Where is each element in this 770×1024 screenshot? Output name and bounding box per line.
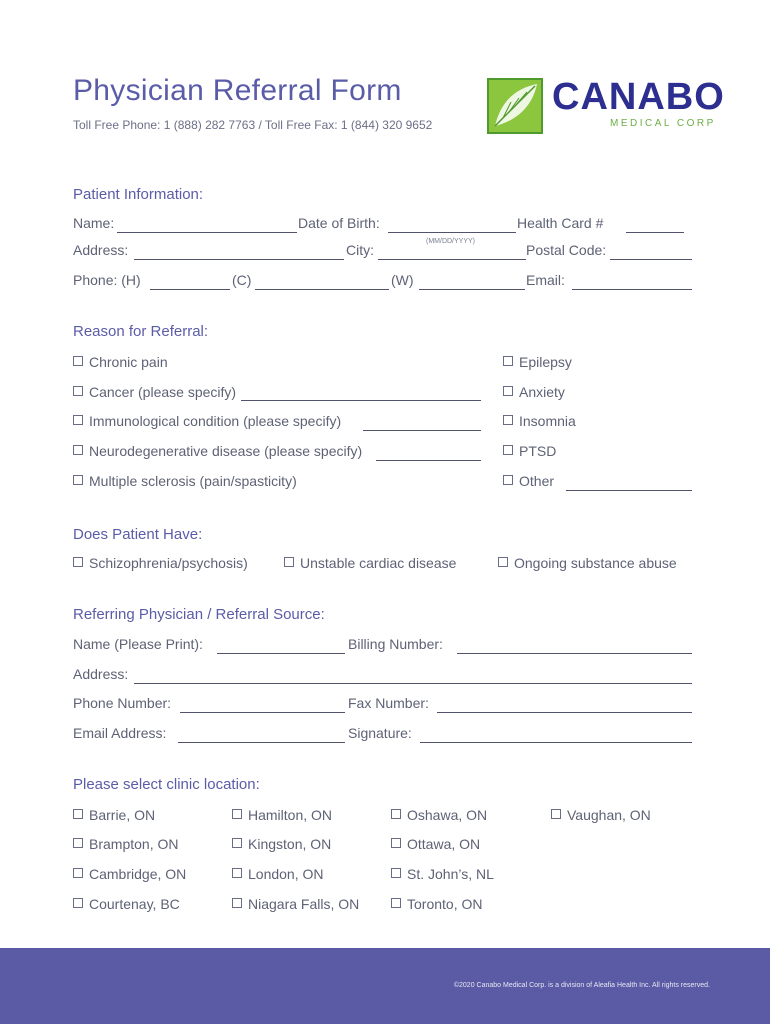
reason-cancer[interactable]: Cancer (please specify) xyxy=(73,384,236,400)
city-label: City: xyxy=(346,242,374,258)
reason-immunological[interactable]: Immunological condition (please specify) xyxy=(73,413,341,429)
signature-label: Signature: xyxy=(348,725,412,741)
reason-epilepsy[interactable]: Epilepsy xyxy=(503,354,572,370)
cancer-specify-field[interactable] xyxy=(241,400,481,401)
patient-have-heading: Does Patient Have: xyxy=(73,526,203,543)
billing-label: Billing Number: xyxy=(348,636,443,652)
dob-field[interactable] xyxy=(388,232,516,233)
reason-ptsd[interactable]: PTSD xyxy=(503,443,556,459)
billing-field[interactable] xyxy=(457,653,692,654)
phone-work-field[interactable] xyxy=(419,289,525,290)
have-schizophrenia[interactable]: Schizophrenia/psychosis) xyxy=(73,555,248,571)
reason-neurodegenerative[interactable]: Neurodegenerative disease (please specify) xyxy=(73,443,362,459)
clinic-ottawa[interactable]: Ottawa, ON xyxy=(391,836,480,852)
checkbox[interactable] xyxy=(73,415,83,425)
reason-chronic-pain[interactable]: Chronic pain xyxy=(73,354,168,370)
immunological-specify-field[interactable] xyxy=(363,430,481,431)
ref-name-field[interactable] xyxy=(217,653,345,654)
checkbox[interactable] xyxy=(503,475,513,485)
checkbox[interactable] xyxy=(391,838,401,848)
ref-email-field[interactable] xyxy=(178,742,345,743)
ref-email-label: Email Address: xyxy=(73,725,167,741)
name-field[interactable] xyxy=(117,232,297,233)
reason-other[interactable]: Other xyxy=(503,473,554,489)
fax-label: Fax Number: xyxy=(348,695,429,711)
clinic-niagara-falls[interactable]: Niagara Falls, ON xyxy=(232,896,359,912)
fax-field[interactable] xyxy=(437,712,692,713)
address-label: Address: xyxy=(73,242,129,258)
postal-code-label: Postal Code: xyxy=(526,242,607,258)
checkbox[interactable] xyxy=(73,445,83,455)
clinic-hamilton[interactable]: Hamilton, ON xyxy=(232,807,332,823)
checkbox[interactable] xyxy=(232,809,242,819)
checkbox[interactable] xyxy=(503,386,513,396)
clinic-oshawa[interactable]: Oshawa, ON xyxy=(391,807,487,823)
have-substance-abuse[interactable]: Ongoing substance abuse xyxy=(498,555,677,571)
reason-insomnia[interactable]: Insomnia xyxy=(503,413,576,429)
ref-name-label: Name (Please Print): xyxy=(73,636,203,652)
checkbox[interactable] xyxy=(73,898,83,908)
clinic-kingston[interactable]: Kingston, ON xyxy=(232,836,331,852)
phone-home-label: Phone: (H) xyxy=(73,272,141,288)
clinic-toronto[interactable]: Toronto, ON xyxy=(391,896,482,912)
reason-heading: Reason for Referral: xyxy=(73,323,209,340)
logo-subtitle: MEDICAL CORP xyxy=(610,118,716,129)
clinic-london[interactable]: London, ON xyxy=(232,866,324,882)
phone-cell-label: (C) xyxy=(232,272,252,288)
contact-line: Toll Free Phone: 1 (888) 282 7763 / Toll Free Fax: 1 (844) 320 9652 xyxy=(73,118,433,132)
checkbox[interactable] xyxy=(73,386,83,396)
clinic-st-johns[interactable]: St. John’s, NL xyxy=(391,866,494,882)
dob-format-hint: (MM/DD/YYYY) xyxy=(426,238,475,245)
clinic-barrie[interactable]: Barrie, ON xyxy=(73,807,155,823)
checkbox[interactable] xyxy=(503,445,513,455)
phone-home-field[interactable] xyxy=(150,289,230,290)
email-field[interactable] xyxy=(572,289,692,290)
clinic-cambridge[interactable]: Cambridge, ON xyxy=(73,866,186,882)
signature-field[interactable] xyxy=(420,742,692,743)
footer-bar xyxy=(0,948,770,1024)
reason-multiple-sclerosis[interactable]: Multiple sclerosis (pain/spasticity) xyxy=(73,473,297,489)
checkbox[interactable] xyxy=(73,475,83,485)
have-cardiac-disease[interactable]: Unstable cardiac disease xyxy=(284,555,456,571)
checkbox[interactable] xyxy=(551,809,561,819)
checkbox[interactable] xyxy=(391,898,401,908)
ref-address-label: Address: xyxy=(73,666,129,682)
patient-info-heading: Patient Information: xyxy=(73,186,204,203)
phone-cell-field[interactable] xyxy=(255,289,389,290)
leaf-icon xyxy=(487,78,543,134)
ref-phone-field[interactable] xyxy=(180,712,345,713)
clinic-heading: Please select clinic location: xyxy=(73,776,260,793)
checkbox[interactable] xyxy=(503,356,513,366)
phone-work-label: (W) xyxy=(391,272,414,288)
checkbox[interactable] xyxy=(503,415,513,425)
checkbox[interactable] xyxy=(73,557,83,567)
city-field[interactable] xyxy=(378,259,526,260)
checkbox[interactable] xyxy=(232,868,242,878)
clinic-vaughan[interactable]: Vaughan, ON xyxy=(551,807,651,823)
referring-heading: Referring Physician / Referral Source: xyxy=(73,606,325,623)
checkbox[interactable] xyxy=(73,838,83,848)
health-card-label: Health Card # xyxy=(517,215,604,231)
other-specify-field[interactable] xyxy=(566,490,692,491)
page-title: Physician Referral Form xyxy=(73,74,402,107)
checkbox[interactable] xyxy=(498,557,508,567)
logo-wordmark: CANABO xyxy=(552,76,725,118)
checkbox[interactable] xyxy=(73,356,83,366)
checkbox[interactable] xyxy=(73,868,83,878)
dob-label: Date of Birth: xyxy=(298,215,380,231)
health-card-field[interactable] xyxy=(626,232,684,233)
email-label: Email: xyxy=(526,272,565,288)
clinic-brampton[interactable]: Brampton, ON xyxy=(73,836,178,852)
copyright-text: ©2020 Canabo Medical Corp. is a division of Aleafia Health Inc. All rights reserved. xyxy=(453,982,710,989)
checkbox[interactable] xyxy=(73,809,83,819)
name-label: Name: xyxy=(73,215,115,231)
reason-anxiety[interactable]: Anxiety xyxy=(503,384,565,400)
address-field[interactable] xyxy=(134,259,344,260)
neurodegenerative-specify-field[interactable] xyxy=(376,460,481,461)
checkbox[interactable] xyxy=(232,898,242,908)
clinic-courtenay[interactable]: Courtenay, BC xyxy=(73,896,180,912)
checkbox[interactable] xyxy=(232,838,242,848)
ref-phone-label: Phone Number: xyxy=(73,695,172,711)
checkbox[interactable] xyxy=(284,557,294,567)
checkbox[interactable] xyxy=(391,809,401,819)
checkbox[interactable] xyxy=(391,868,401,878)
ref-address-field[interactable] xyxy=(134,683,692,684)
postal-code-field[interactable] xyxy=(610,259,692,260)
